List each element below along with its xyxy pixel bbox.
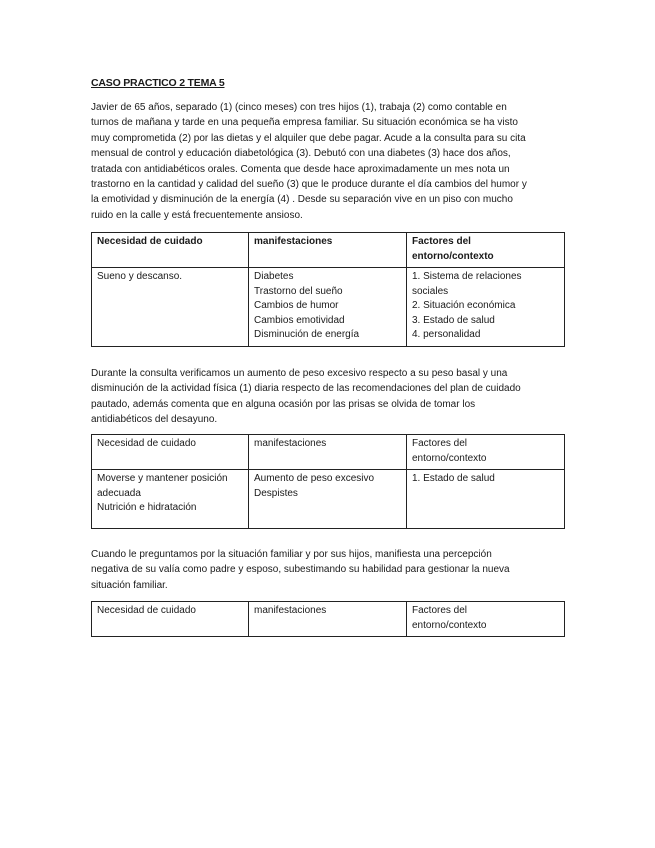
header-need: Necesidad de cuidado: [92, 435, 249, 470]
text-line: mensual de control y educación diabetológica (3). Debutó con una diabetes (3) hace dos años,: [91, 148, 511, 160]
case-paragraph-2: [91, 366, 571, 428]
text-line: Cuando le preguntamos por la situación familiar y por sus hijos, manifiesta una percepción: [91, 549, 492, 560]
text-line: situación familiar.: [91, 579, 168, 591]
text-line: pautado, además comenta que en alguna ocasión por las prisas se olvida de tomar los: [91, 398, 476, 410]
header-factors: Factores del entorno/contexto: [407, 233, 565, 268]
text-line: disminución de la actividad física (1) diaria respecto de las recomendaciones del plan de cuidado: [91, 383, 521, 395]
cell-factors: 1. Sistema de relaciones sociales 2. Situación económica 3. Estado de salud 4. personalidad: [407, 268, 565, 347]
text-line: tratada con antidiabéticos orales. Comenta que desde hace aproximadamente un mes nota un: [91, 163, 510, 175]
header-need: Necesidad de cuidado: [92, 602, 249, 637]
text-line: ruido en la calle y está frecuentemente ansioso.: [91, 209, 303, 221]
cell-need: Sueno y descanso.: [92, 268, 249, 347]
case-paragraph-3: [91, 547, 571, 593]
text-line: la emotividad y disminución de la energía (4) . Desde su separación vive en un piso con mucho: [91, 194, 513, 206]
header-manifestations: manifestaciones: [249, 435, 407, 470]
care-table-3: [91, 601, 565, 637]
table-header-row: [92, 602, 565, 637]
text-line: muy comprometida (2) por las dietas y el alquiler que debe pagar. Acude a la consulta para su cita: [91, 132, 526, 144]
table-row: [92, 470, 565, 529]
table-row: [92, 268, 565, 347]
text-line: antidiabéticos del desayuno.: [91, 414, 218, 426]
text-line: turnos de mañana y tarde en una pequeña empresa familiar. Su situación económica se ha visto: [91, 117, 518, 129]
table-header-row: [92, 435, 565, 470]
text-line: trastorno en la cantidad y calidad del sueño (3) que le produce durante el día cambios del humor y: [91, 179, 527, 191]
text-line: Durante la consulta verificamos un aumento de peso excesivo respecto a su peso basal y una: [91, 368, 508, 379]
case-paragraph-1: [91, 100, 571, 223]
text-line: negativa de su valía como padre y esposo, subestimando su habilidad para gestionar la nueva: [91, 564, 510, 576]
cell-manifestations: Diabetes Trastorno del sueño Cambios de humor Cambios emotividad Disminución de energía: [249, 268, 407, 347]
header-factors: Factores del entorno/contexto: [407, 435, 565, 470]
cell-need: Moverse y mantener posición adecuada Nutrición e hidratación: [92, 470, 249, 529]
table-header-row: [92, 233, 565, 268]
document-title: CASO PRACTICO 2 TEMA 5: [91, 77, 225, 89]
care-table-2: [91, 434, 565, 529]
header-manifestations: manifestaciones: [249, 602, 407, 637]
text-line: Javier de 65 años, separado (1) (cinco meses) con tres hijos (1), trabaja (2) como contable en: [91, 102, 507, 113]
care-table-1: [91, 232, 565, 347]
cell-factors: 1. Estado de salud: [407, 470, 565, 529]
header-manifestations: manifestaciones: [249, 233, 407, 268]
header-need: Necesidad de cuidado: [92, 233, 249, 268]
cell-manifestations: Aumento de peso excesivo Despistes: [249, 470, 407, 529]
header-factors: Factores del entorno/contexto: [407, 602, 565, 637]
